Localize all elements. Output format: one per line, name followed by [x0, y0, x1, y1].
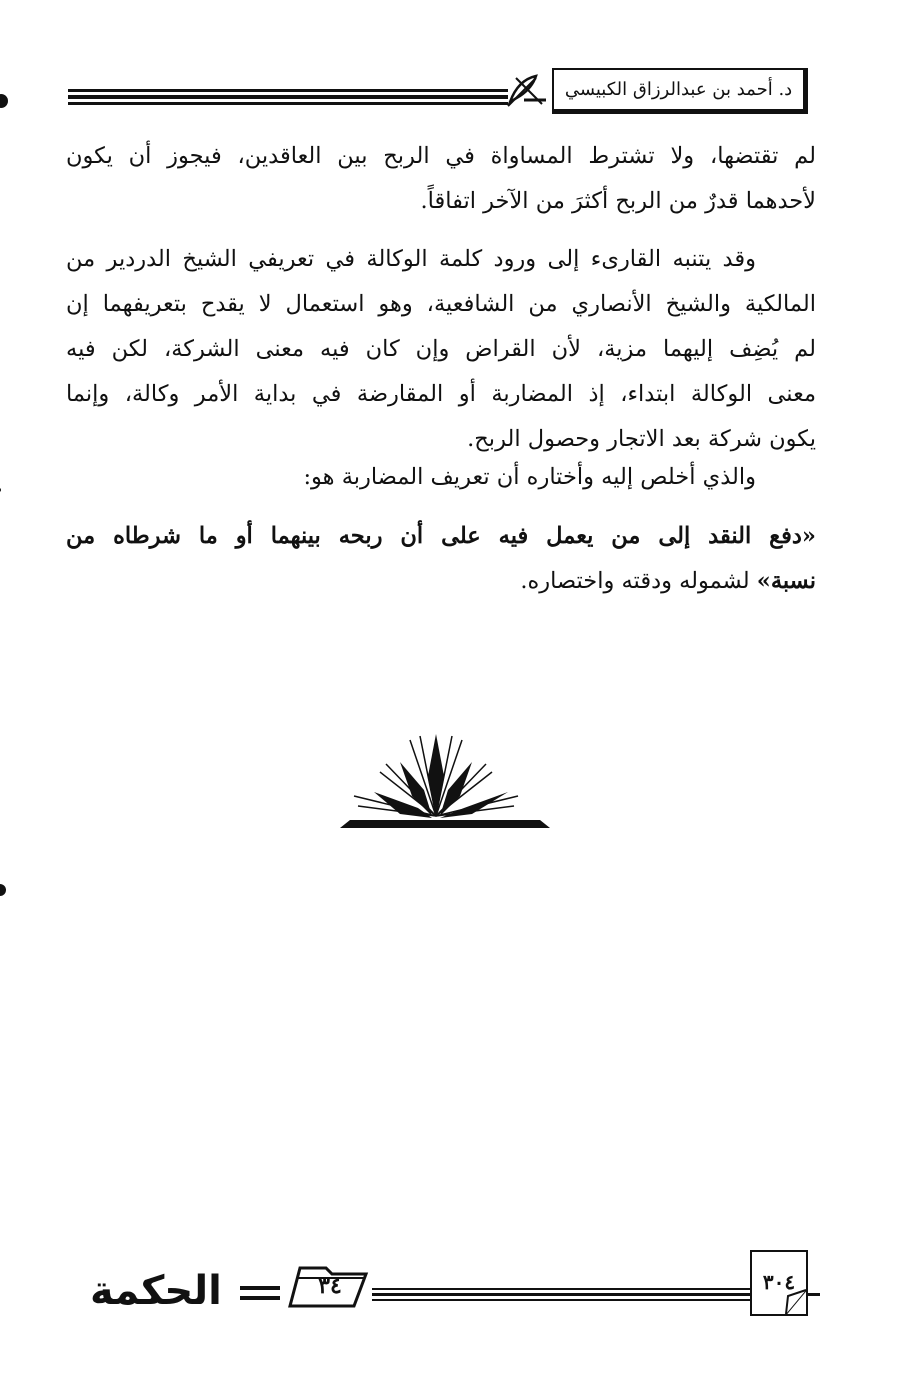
text-line: معنى الوكالة ابتداء، إذ المضاربة أو المقارضة في بداية الأمر وكالة، وإنما	[66, 381, 816, 407]
page-body	[66, 134, 816, 224]
journal-logo: الحكمة	[90, 1268, 222, 1314]
page-number: ٣٠٤	[762, 1270, 796, 1294]
footer-double-dash-top	[240, 1286, 280, 1290]
header-rule-middle	[68, 95, 508, 99]
author-label	[552, 68, 808, 114]
margin-dot	[0, 488, 1, 492]
footer-double-dash-bottom	[240, 1296, 280, 1300]
page-body-2	[66, 237, 816, 462]
text-line: لم تقتضها، ولا تشترط المساواة في الربح بين العاقدين، فيجوز أن يكون	[66, 143, 816, 169]
text-line: والذي أخلص إليه وأختاره أن تعريف المضاربة هو:	[303, 464, 756, 490]
definition-paragraph	[66, 514, 816, 604]
text-line: لم يُضِف إليهما مزية، لأن القراض وإن كان فيه معنى الشركة، لكن فيه	[66, 336, 816, 362]
page-body-3	[66, 455, 816, 500]
margin-dot	[0, 884, 6, 896]
definition-end: نسبة»	[756, 568, 816, 594]
footer-rule-end	[808, 1293, 820, 1296]
text-line: لأحدهما قدرٌ من الربح أكثرَ من الآخر اتفاقاً.	[420, 188, 816, 214]
section-end-ornament	[340, 732, 550, 832]
definition-line: «دفع النقد إلى من يعمل فيه على أن ربحه بينهما أو ما شرطاه من	[66, 523, 816, 549]
text-line: المالكية والشيخ الأنصاري من الشافعية، وهو استعمال لا يقدح بتعريفهما إن	[66, 291, 816, 317]
text-line: يكون شركة بعد الاتجار وحصول الربح.	[467, 426, 816, 452]
margin-dot	[0, 94, 8, 108]
footer-rule-top	[372, 1288, 750, 1290]
quill-icon	[506, 70, 550, 110]
definition-comment: لشموله ودقته واختصاره.	[520, 568, 757, 594]
header-rule-bottom	[68, 102, 508, 105]
text-line: وقد يتنبه القارىء إلى ورود كلمة الوكالة في تعريفي الشيخ الدردير من	[66, 246, 756, 272]
header-rule-top	[68, 89, 508, 92]
paragraph-1	[66, 134, 816, 224]
page-number-box	[750, 1250, 808, 1316]
author-name: د. أحمد بن عبدالرزاق الكبيسي	[564, 79, 793, 100]
paragraph-2	[66, 237, 816, 462]
footer-rule-bottom	[372, 1299, 750, 1301]
page-body-4	[66, 514, 816, 604]
issue-number: ٣٤	[318, 1273, 342, 1299]
paragraph-3	[66, 455, 816, 500]
definition-line-2	[66, 559, 816, 604]
footer-rule-middle	[372, 1293, 750, 1296]
